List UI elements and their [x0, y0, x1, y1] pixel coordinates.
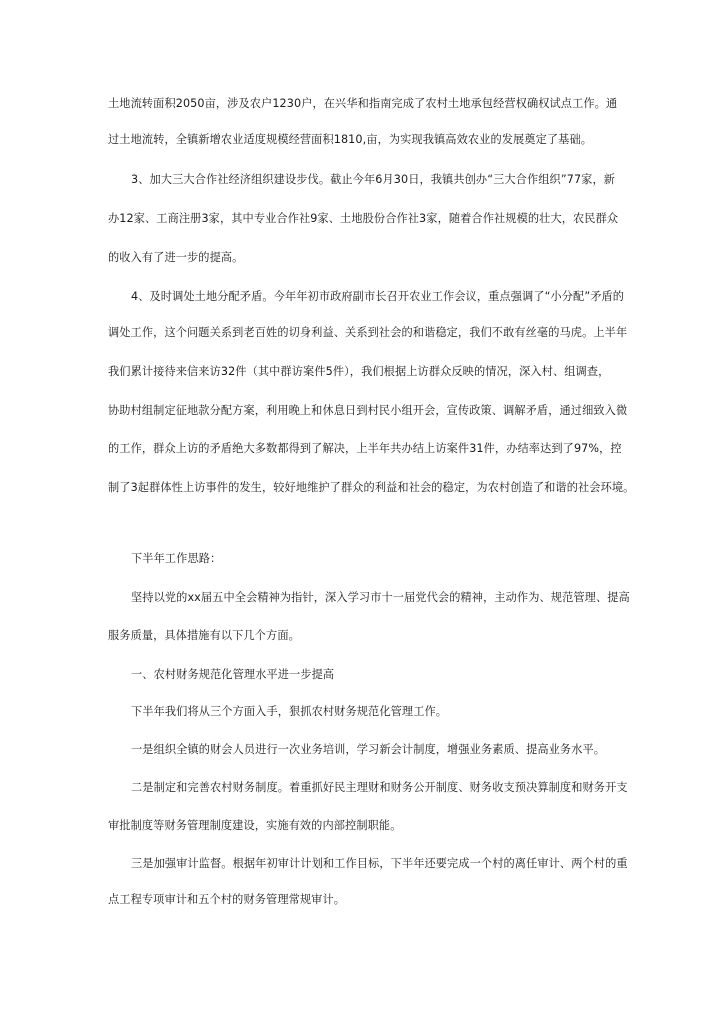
text-line-1: 土地流转面积2050亩，涉及农户1230户，在兴华和指南完成了农村土地承包经营权确权试点工作。通	[108, 97, 618, 110]
text-line-18: 三是加强审计监督。根据年初审计计划和工作目标，下半年还要完成一个村的离任审计、两个村的重	[131, 857, 628, 870]
text-line-6: 4、及时调处土地分配矛盾。今年年初市政府副市长召开农业工作会议，重点强调了“小分配”矛盾的	[131, 290, 625, 303]
text-line-9: 协助村组制定征地款分配方案，利用晚上和休息日到村民小组开会，宣传政策、调解矛盾，通过细致入微	[108, 404, 628, 417]
text-line-12: 坚持以党的xx届五中全会精神为指针，深入学习市十一届党代会的精神，主动作为、规范管理、提高	[131, 591, 630, 604]
text-line-4: 办12家、工商注册3家，其中专业合作社9家、土地股份合作社3家，随着合作社规模的壮大，农民群众	[108, 212, 619, 225]
text-line-7: 调处工作，这个问题关系到老百姓的切身利益、关系到社会的和谐稳定，我们不敢有丝毫的马虎。上半年	[108, 326, 628, 339]
text-line-10: 的工作，群众上访的矛盾绝大多数都得到了解决，上半年共办结上访案件31件，办结率达到了97%，控	[108, 442, 622, 455]
text-line-14: 下半年我们将从三个方面入手，狠抓农村财务规范化管理工作。	[131, 705, 448, 718]
text-line-2: 过土地流转，全镇新增农业适度规模经营面积1810,亩，为实现我镇高效农业的发展奠定了基础。	[108, 133, 593, 146]
text-line-19: 点工程专项审计和五个村的财务管理常规审计。	[108, 893, 346, 906]
text-line-11: 制了3起群体性上访事件的发生，较好地维护了群众的利益和社会的稳定，为农村创造了和谐的社会环境。	[108, 481, 635, 494]
text-line-17: 审批制度等财务管理制度建设，实施有效的内部控制职能。	[108, 819, 402, 832]
text-line-3: 3、加大三大合作社经济组织建设步伐。截止今年6月30日，我镇共创办“三大合作组织”77家，新	[131, 173, 616, 186]
text-line-15: 一是组织全镇的财会人员进行一次业务培训，学习新会计制度，增强业务素质、提高业务水平。	[131, 743, 606, 756]
text-line-8: 我们累计接待来信来访32件（其中群访案件5件），我们根据上访群众反映的情况，深入村、组调查，	[108, 365, 610, 378]
text-line-13: 服务质量，具体措施有以下几个方面。	[108, 629, 300, 642]
section-heading: 下半年工作思路：	[131, 552, 222, 565]
subsection-heading: 一、农村财务规范化管理水平进一步提高	[131, 668, 335, 681]
text-line-5: 的收入有了进一步的提高。	[108, 251, 244, 264]
text-line-16: 二是制定和完善农村财务制度。着重抓好民主理财和财务公开制度、财务收支预决算制度和财务开支	[131, 781, 628, 794]
